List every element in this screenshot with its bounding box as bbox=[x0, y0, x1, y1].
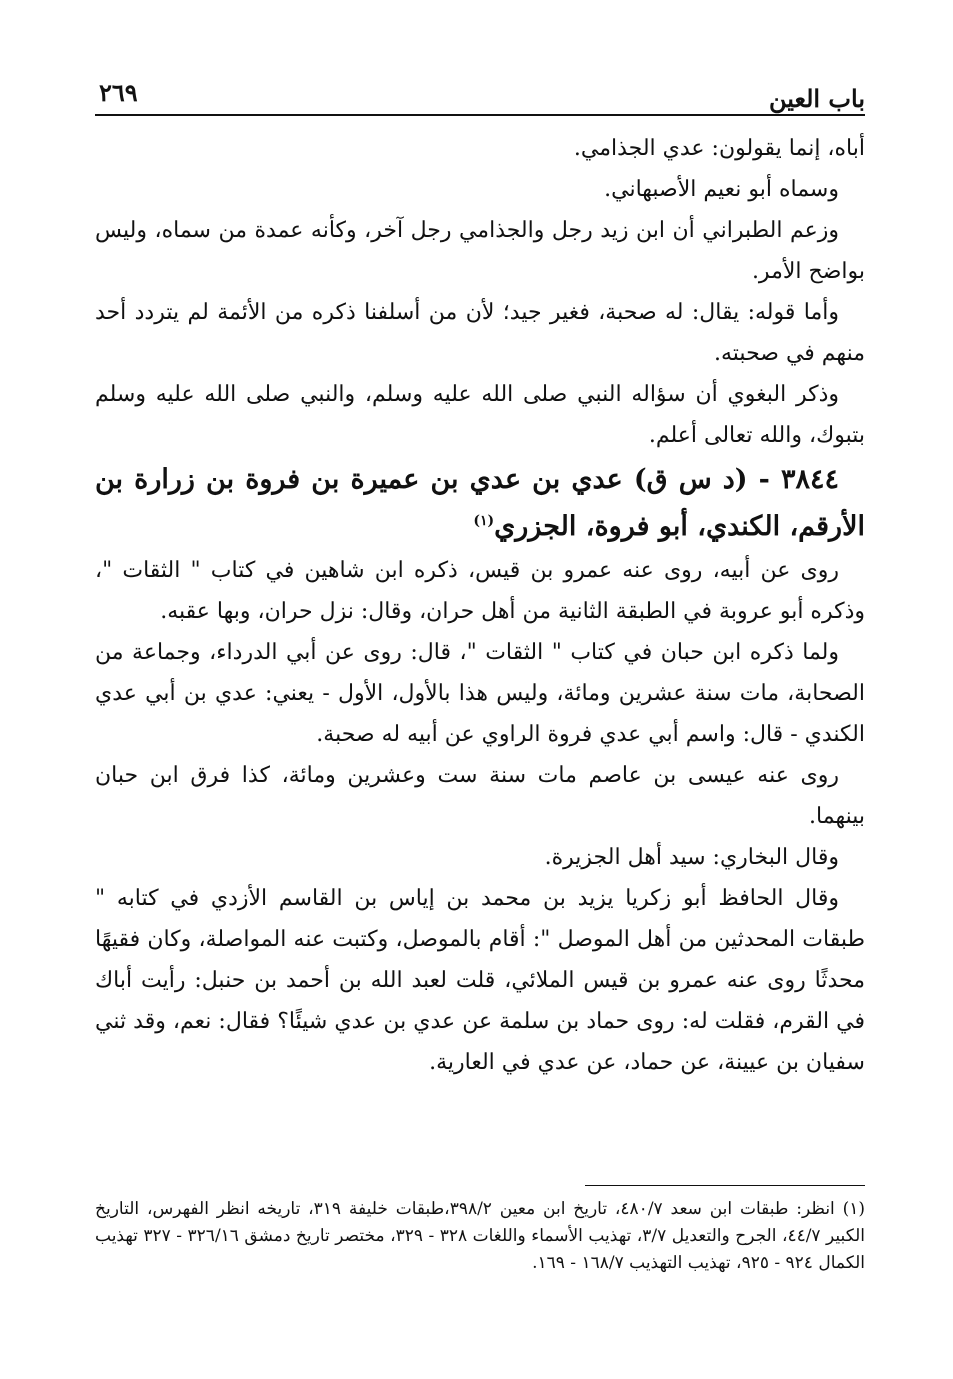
footnote: (١) انظر: طبقات ابن سعد ٤٨٠/٧، تاريخ ابن معين ٣٩٨/٢،طبقات خليفة ٣١٩، تاريخه انظر الفهرس، التاريخ الكبير ٤٤/٧، الجرح والتعديل ٣/٧، تهذيب الأسماء واللغات ٣٢٨ - ٣٢٩، مختصر تاريخ دمشق ٣٢٦/١٦ - ٣٢٧ تهذيب الكمال ٩٢٤ - ٩٢٥، تهذيب التهذيب ١٦٨/٧ - ١٦٩. bbox=[95, 1199, 866, 1273]
page-number: ٢٦٩ bbox=[99, 78, 138, 107]
paragraph: وسماه أبو نعيم الأصبهاني. bbox=[604, 177, 839, 202]
paragraph: أباه، إنما يقولون: عدي الجذامي. bbox=[573, 136, 865, 161]
paragraph: وقال الحافظ أبو زكريا يزيد بن محمد بن إياس بن القاسم الأزدي في كتابه " طبقات المحدثين من أهل الموصل ": أقام بالموصل، وكتبت عنه المواصلة، وكان فقيهًا محدثًا روى عنه عمرو بن قيس الملائي، قلت لعبد الله بن أحمد بن حنبل: رأيت أباك في القرم، فقلت له: روى حماد بن سلمة عن عدي بن عدي شيئًا؟ فقال: نعم، وقد ثني سفيان بن عيينة، عن حماد، عن عدي في العارية. bbox=[95, 886, 865, 1075]
main-text bbox=[95, 128, 865, 1083]
paragraph: وقال البخاري: سيد أهل الجزيرة. bbox=[544, 845, 839, 870]
paragraph: روى عن أبيه، روى عنه عمرو بن قيس، ذكره ابن شاهين في كتاب " الثقات "، وذكره أبو عروبة في الطبقة الثانية من أهل حران، وقال: نزل حران، وبها عقبه. bbox=[95, 558, 865, 624]
footnote-marker: (١) bbox=[473, 513, 495, 529]
paragraph: وزعم الطبراني أن ابن زيد رجل والجذامي رجل آخر، وكأنه عمدة من سماه، وليس بواضح الأمر. bbox=[95, 218, 865, 284]
book-page bbox=[95, 0, 865, 1379]
paragraph: وأما قوله: يقال: له صحبة، فغير جيد؛ لأن من أسلفنا ذكره من الأئمة لم يتردد أحد منهم في صحبته. bbox=[95, 300, 865, 366]
entry-heading-text: ٣٨٤٤ - (د س ق) عدي بن عدي بن عميرة بن فروة بن زرارة بن الأرقم، الكندي، أبو فروة، الجزري bbox=[95, 464, 865, 542]
footnotes bbox=[95, 1196, 865, 1277]
paragraph: ولما ذكره ابن حبان في كتاب " الثقات "، قال: روى عن أبي الدرداء، وجماعة من الصحابة، مات سنة عشرين ومائة، وليس هذا بالأول، الأول - يعني: عدي بن أبي عدي الكندي - قال: واسم أبي عدي فروة الراوي عن أبيه له صحبة. bbox=[95, 640, 865, 747]
running-head: باب العين bbox=[768, 84, 865, 113]
paragraph: وذكر البغوي أن سؤاله النبي صلى الله عليه وسلم، والنبي صلى الله عليه وسلم بتبوك، والله تعالى أعلم. bbox=[95, 382, 865, 448]
page-header bbox=[95, 70, 865, 116]
footnote-divider bbox=[585, 1185, 865, 1186]
paragraph: روى عنه عيسى بن عاصم مات سنة ست وعشرين ومائة، كذا فرق ابن حبان بينهما. bbox=[95, 763, 865, 829]
entry-heading bbox=[95, 456, 865, 550]
